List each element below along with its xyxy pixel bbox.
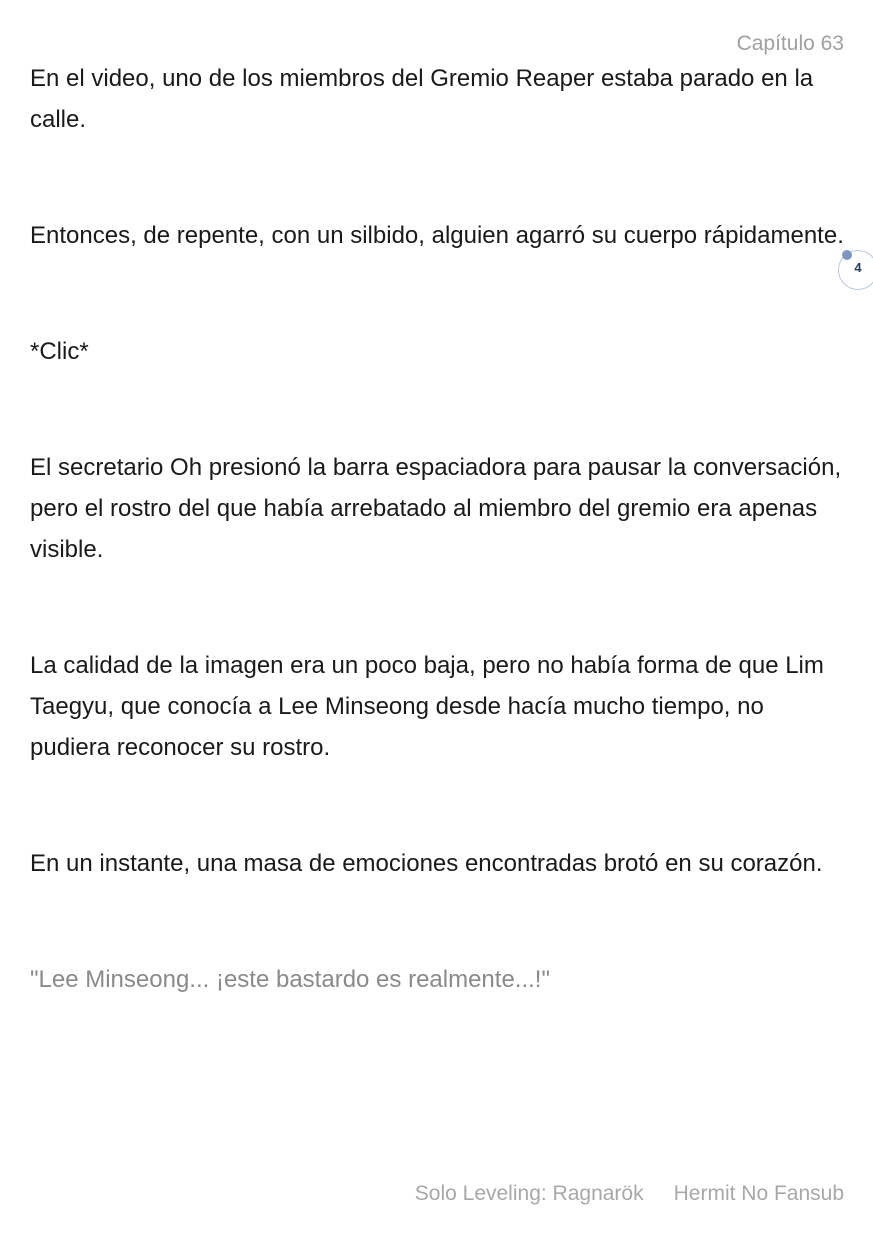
paragraph: En un instante, una masa de emociones encontradas brotó en su corazón. <box>30 850 823 877</box>
paragraph: La calidad de la imagen era un poco baja, pero no había forma de que Lim Taegyu, que conocía a Lee Minseong desde hacía mucho tiempo, no pudiera reconocer su rostro. <box>30 652 824 761</box>
chapter-label: Capítulo 63 <box>736 32 844 55</box>
footer-novel-title: Solo Leveling: Ragnarök <box>414 1182 644 1205</box>
paragraph: En el video, uno de los miembros del Gremio Reaper estaba parado en la calle. <box>30 65 814 133</box>
chapter-text <box>30 58 850 1075</box>
dialogue-paragraph: "Lee Minseong... ¡este bastardo es realmente...!" <box>30 966 550 993</box>
paragraph: Entonces, de repente, con un silbido, alguien agarró su cuerpo rápidamente. <box>30 222 844 249</box>
paragraph: *Clic* <box>30 338 89 365</box>
paragraph: El secretario Oh presionó la barra espaciadora para pausar la conversación, pero el rostro del que había arrebatado al miembro del gremio era apenas visible. <box>30 454 842 563</box>
badge-count: 4 <box>854 260 862 275</box>
footer-group: Hermit No Fansub <box>673 1182 844 1205</box>
footer <box>415 1182 844 1206</box>
